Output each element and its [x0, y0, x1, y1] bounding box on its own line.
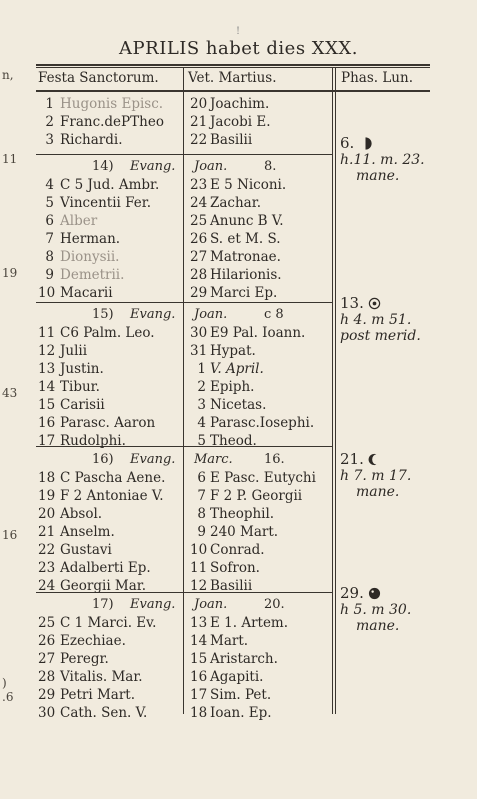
old-style-saint: Hypat.	[210, 343, 256, 359]
old-style-day: 13	[190, 615, 208, 631]
day-number: 12	[38, 343, 56, 359]
day-row	[0, 669, 340, 687]
section-evang: Evang.	[130, 307, 176, 322]
old-style-day: 11	[190, 560, 208, 576]
saint-name: Cath. Sen. V.	[60, 705, 148, 721]
saint-name: Dionysii.	[60, 249, 120, 265]
margin-number: 11	[2, 152, 18, 166]
old-style-day: 30	[190, 325, 208, 341]
moon-phase-entry	[340, 450, 411, 500]
saint-name: C Pascha Aene.	[60, 470, 166, 486]
old-style-saint: Parasc.Iosephi.	[210, 415, 315, 431]
old-style-day: 1	[197, 361, 206, 377]
section-number: 14)	[92, 159, 114, 174]
moon-phase-entry	[340, 294, 421, 344]
saint-name: Georgii Mar.	[60, 578, 147, 594]
header-phas: Phas. Lun.	[341, 70, 413, 86]
day-row	[0, 705, 340, 723]
day-row	[0, 213, 340, 231]
section-number: 16)	[92, 452, 114, 467]
old-style-saint: S. et M. S.	[210, 231, 281, 247]
old-style-saint: Agapiti.	[210, 669, 264, 685]
day-row	[0, 433, 340, 451]
section-gospel: Joan.	[194, 307, 228, 322]
saint-name: Alber	[60, 213, 98, 229]
day-row	[0, 231, 340, 249]
old-style-day: 5	[197, 433, 206, 449]
saint-name: Peregr.	[60, 651, 109, 667]
saint-name: Herman.	[60, 231, 121, 247]
old-style-saint: Aristarch.	[210, 651, 278, 667]
day-number: 8	[45, 249, 54, 265]
phase-note: mane.	[356, 618, 400, 634]
saint-name: Tibur.	[60, 379, 100, 395]
day-row	[0, 195, 340, 213]
old-style-day: 21	[190, 114, 208, 130]
old-style-saint: Sim. Pet.	[210, 687, 272, 703]
day-row	[0, 687, 340, 705]
saint-name: Hugonis Episc.	[60, 96, 164, 112]
old-style-saint: Nicetas.	[210, 397, 267, 413]
day-number: 28	[38, 669, 56, 685]
phase-note: mane.	[356, 168, 400, 184]
day-row	[0, 285, 340, 303]
day-number: 6	[45, 213, 54, 229]
day-row	[0, 397, 340, 415]
saint-name: Julii	[60, 343, 88, 359]
old-style-saint: Joachim.	[210, 96, 270, 112]
old-style-day: 9	[197, 524, 206, 540]
old-style-day: 14	[190, 633, 208, 649]
margin-number: )	[2, 676, 7, 690]
day-row	[0, 633, 340, 651]
old-style-day: 22	[190, 132, 208, 148]
old-style-saint: Mart.	[210, 633, 249, 649]
saint-name: Macarii	[60, 285, 113, 301]
day-number: 14	[38, 379, 56, 395]
saint-name: Absol.	[60, 506, 103, 522]
day-number: 26	[38, 633, 56, 649]
saint-name: Ezechiae.	[60, 633, 126, 649]
day-number: 22	[38, 542, 56, 558]
header-rule-thin	[36, 67, 430, 68]
saint-name: Vitalis. Mar.	[60, 669, 143, 685]
header-vet: Vet. Martius.	[188, 70, 277, 86]
saint-name: C 1 Marci. Ev.	[60, 615, 157, 631]
old-style-day: 17	[190, 687, 208, 703]
day-number: 15	[38, 397, 56, 413]
header-festa: Festa Sanctorum.	[38, 70, 159, 86]
old-style-saint: Zachar.	[210, 195, 261, 211]
day-row	[0, 578, 340, 596]
day-number: 3	[45, 132, 54, 148]
day-row	[0, 651, 340, 669]
day-number: 1	[45, 96, 54, 112]
saint-name: Rudolphi.	[60, 433, 126, 449]
saint-name: Adalberti Ep.	[60, 560, 151, 576]
old-style-day: 15	[190, 651, 208, 667]
day-row	[0, 96, 340, 114]
section-chapter: c 8	[264, 307, 284, 322]
saint-name: Justin.	[60, 361, 104, 377]
section-chapter: 8.	[264, 159, 277, 174]
section-evang: Evang.	[130, 597, 176, 612]
old-style-saint: Anunc B V.	[210, 213, 284, 229]
day-row	[0, 177, 340, 195]
old-style-day: 26	[190, 231, 208, 247]
old-style-saint: Epiph.	[210, 379, 255, 395]
day-number: 29	[38, 687, 56, 703]
section-evang: Evang.	[130, 452, 176, 467]
day-row	[0, 524, 340, 542]
day-number: 9	[45, 267, 54, 283]
old-style-day: 8	[197, 506, 206, 522]
margin-number: .6	[2, 690, 14, 704]
old-style-saint: Matronae.	[210, 249, 281, 265]
day-row	[0, 542, 340, 560]
day-number: 2	[45, 114, 54, 130]
phase-time: h 4. m 51.	[340, 312, 412, 328]
day-row	[0, 132, 340, 150]
header-rule-bottom	[36, 90, 430, 92]
old-style-saint: F 2 P. Georgii	[210, 488, 303, 504]
day-row	[0, 379, 340, 397]
margin-number: n,	[2, 68, 14, 82]
section-chapter: 20.	[264, 597, 285, 612]
day-row	[0, 267, 340, 285]
old-style-saint: Theophil.	[210, 506, 275, 522]
phase-day: 21.	[340, 450, 364, 468]
margin-number: 43	[2, 386, 18, 400]
page-title: APRILIS habet dies XXX.	[119, 38, 358, 59]
old-style-day: 16	[190, 669, 208, 685]
phase-day: 6.	[340, 134, 355, 152]
day-number: 4	[45, 177, 54, 193]
moon-phase-entry	[340, 584, 411, 634]
old-style-saint: Ioan. Ep.	[210, 705, 272, 721]
phase-note: mane.	[356, 484, 400, 500]
day-row	[0, 114, 340, 132]
day-number: 5	[45, 195, 54, 211]
old-style-day: 18	[190, 705, 208, 721]
day-number: 16	[38, 415, 56, 431]
day-number: 23	[38, 560, 56, 576]
section-evang: Evang.	[130, 159, 176, 174]
margin-number: 19	[2, 266, 18, 280]
old-style-day: 23	[190, 177, 208, 193]
new-moon-icon	[368, 587, 381, 600]
old-style-saint: Jacobi E.	[210, 114, 271, 130]
day-number: 25	[38, 615, 56, 631]
phase-time: h 7. m 17.	[340, 468, 412, 484]
margin-number: 16	[2, 528, 18, 542]
saint-name: Anselm.	[60, 524, 115, 540]
day-number: 7	[45, 231, 54, 247]
section-gospel: Joan.	[194, 597, 228, 612]
old-style-day: 29	[190, 285, 208, 301]
phase-day: 13.	[340, 294, 364, 312]
saint-name: Demetrii.	[60, 267, 125, 283]
old-style-saint: E Pasc. Eutychi	[210, 470, 316, 486]
saint-name: Gustavi	[60, 542, 112, 558]
phase-note: post merid.	[340, 328, 421, 344]
day-row	[0, 361, 340, 379]
old-style-saint: Hilarionis.	[210, 267, 282, 283]
old-style-day: 10	[190, 542, 208, 558]
section-rule	[36, 154, 332, 155]
old-style-day: 24	[190, 195, 208, 211]
section-chapter: 16.	[264, 452, 285, 467]
day-number: 18	[38, 470, 56, 486]
saint-name: Richardi.	[60, 132, 123, 148]
day-number: 30	[38, 705, 56, 721]
day-number: 13	[38, 361, 56, 377]
day-number: 24	[38, 578, 56, 594]
section-number: 15)	[92, 307, 114, 322]
old-style-day: 28	[190, 267, 208, 283]
old-style-saint: Theod.	[210, 433, 257, 449]
saint-name: Parasc. Aaron	[60, 415, 156, 431]
day-number: 21	[38, 524, 56, 540]
old-style-saint: Basilii	[210, 132, 253, 148]
first-quarter-moon-icon	[359, 137, 372, 150]
old-style-saint: Marci Ep.	[210, 285, 278, 301]
old-style-day: 31	[190, 343, 208, 359]
last-quarter-moon-icon	[368, 453, 381, 466]
top-mark: !	[236, 26, 241, 37]
old-style-day: 6	[197, 470, 206, 486]
header-rule-top	[36, 64, 430, 66]
saint-name: Vincentii Fer.	[60, 195, 151, 211]
old-style-saint: E 5 Niconi.	[210, 177, 287, 193]
old-style-day: 3	[197, 397, 206, 413]
day-number: 10	[38, 285, 56, 301]
day-row	[0, 249, 340, 267]
day-number: 27	[38, 651, 56, 667]
day-row	[0, 488, 340, 506]
old-style-saint: Sofron.	[210, 560, 260, 576]
section-gospel: Joan.	[194, 159, 228, 174]
old-style-saint: 240 Mart.	[210, 524, 279, 540]
old-style-saint: V. April.	[210, 361, 264, 377]
old-style-saint: E9 Pal. Ioann.	[210, 325, 306, 341]
section-gospel: Marc.	[194, 452, 233, 467]
saint-name: C 5 Jud. Ambr.	[60, 177, 160, 193]
day-row	[0, 470, 340, 488]
old-style-day: 2	[197, 379, 206, 395]
old-style-day: 12	[190, 578, 208, 594]
old-style-day: 4	[197, 415, 206, 431]
old-style-saint: E 1. Artem.	[210, 615, 289, 631]
old-style-saint: Basilii	[210, 578, 253, 594]
phase-day: 29.	[340, 584, 364, 602]
full-moon-icon	[368, 297, 381, 310]
day-row	[0, 325, 340, 343]
old-style-day: 20	[190, 96, 208, 112]
day-number: 17	[38, 433, 56, 449]
day-number: 11	[38, 325, 56, 341]
old-style-day: 25	[190, 213, 208, 229]
day-number: 20	[38, 506, 56, 522]
day-row	[0, 615, 340, 633]
saint-name: Franc.dePTheo	[60, 114, 164, 130]
phase-time: h 5. m 30.	[340, 602, 412, 618]
section-number: 17)	[92, 597, 114, 612]
day-row	[0, 343, 340, 361]
moon-phase-entry	[340, 134, 425, 184]
day-row	[0, 506, 340, 524]
saint-name: F 2 Antoniae V.	[60, 488, 164, 504]
old-style-day: 7	[197, 488, 206, 504]
day-number: 19	[38, 488, 56, 504]
saint-name: Petri Mart.	[60, 687, 135, 703]
saint-name: C6 Palm. Leo.	[60, 325, 155, 341]
old-style-day: 27	[190, 249, 208, 265]
day-row	[0, 415, 340, 433]
phase-time: h.11. m. 23.	[340, 152, 425, 168]
day-row	[0, 560, 340, 578]
saint-name: Carisii	[60, 397, 105, 413]
old-style-saint: Conrad.	[210, 542, 265, 558]
